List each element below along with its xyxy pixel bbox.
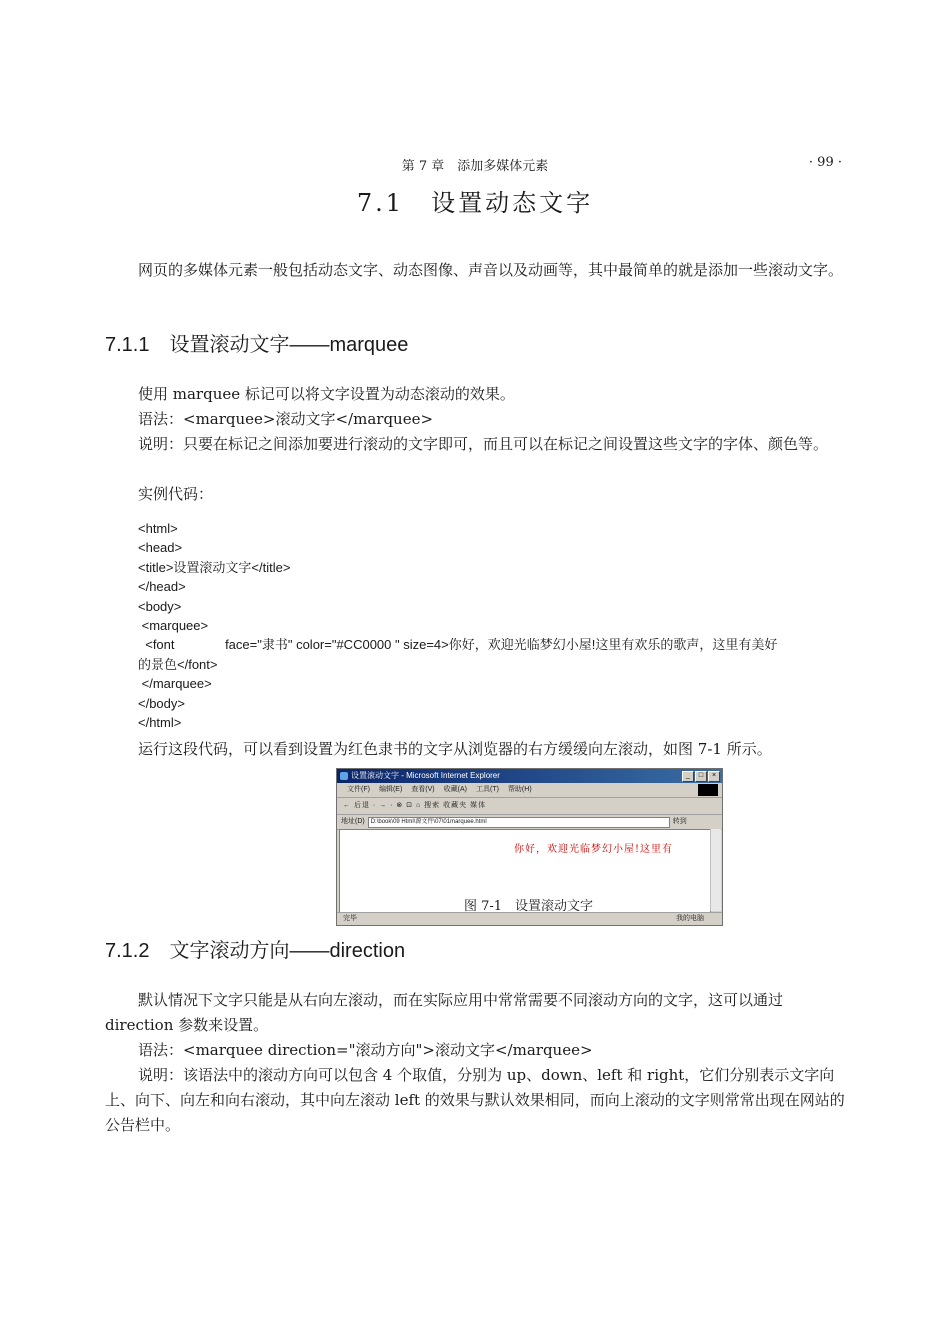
run-description: 运行这段代码，可以看到设置为红色隶书的文字从浏览器的右方缓缓向左滚动，如图 7-1 所示。 [138, 740, 772, 758]
direction-syntax: 语法：<marquee direction="滚动方向">滚动文字</marquee> [138, 1041, 593, 1059]
code-block [138, 519, 848, 732]
code-line: 的景色</font> [138, 656, 218, 672]
menu-help[interactable]: 帮助(H) [507, 786, 532, 793]
code-line: <title>设置滚动文字</title> [138, 559, 291, 575]
code-line: <html> [138, 521, 178, 536]
minimize-icon[interactable]: _ [682, 771, 694, 782]
go-button[interactable]: 转到 [672, 818, 687, 825]
direction-note: 说明：该语法中的滚动方向可以包含 4 个取值，分别为 up、down、left 和 right，它们分别表示文字向上、向下、向左和向右滚动，其中向左滚动 left 的效果与默认效果相同，而向上滚动的文字则常常出现在网站的公告栏中。 [105, 1066, 845, 1134]
window-title: 设置滚动文字 - Microsoft Internet Explorer [351, 771, 500, 780]
marquee-syntax: 语法：<marquee>滚动文字</marquee> [138, 410, 434, 428]
status-left: 完毕 [343, 915, 357, 922]
page-number: · 99 · [808, 155, 842, 170]
marquee-intro: 使用 marquee 标记可以将文字设置为动态滚动的效果。 [138, 385, 515, 403]
maximize-icon[interactable]: □ [695, 771, 707, 782]
windows-logo-icon [698, 784, 718, 796]
subsection-title-marquee: 7.1.1 设置滚动文字——marquee [105, 334, 409, 356]
code-line: <font face="隶书" color="#CC0000 " size=4>你好，欢迎光临梦幻小屋!这里有欢乐的歌声，这里有美好 [138, 637, 778, 653]
figure-caption: 图 7-1 设置滚动文字 [463, 899, 594, 914]
window-titlebar [337, 769, 722, 783]
code-line: <marquee> [138, 618, 209, 634]
menu-file[interactable]: 文件(F) [347, 786, 370, 793]
direction-paragraph: 默认情况下文字只能是从右向左滚动，而在实际应用中常常需要不同滚动方向的文字，这可以通过 direction 参数来设置。 [105, 991, 784, 1034]
code-line: <head> [138, 540, 183, 556]
menu-tools[interactable]: 工具(T) [475, 786, 499, 793]
code-line: </marquee> [138, 676, 212, 692]
address-input[interactable]: D:\book\09 Html\源文件\07\01marquee.html [368, 817, 670, 828]
code-line: </head> [138, 579, 186, 595]
menu-bar [337, 783, 722, 798]
toolbar[interactable]: ← 后退 · → · ⊗ ⊡ ⌂ 搜索 收藏夹 媒体 [337, 798, 722, 815]
status-right: 我的电脑 [676, 915, 704, 922]
menu-favorites[interactable]: 收藏(A) [443, 786, 467, 793]
code-line: </body> [138, 695, 185, 711]
marquee-note: 说明：只要在标记之间添加要进行滚动的文字即可，而且可以在标记之间设置这些文字的字体、颜色等。 [138, 435, 829, 453]
menu-view[interactable]: 查看(V) [411, 786, 435, 793]
address-label: 地址(D) [341, 818, 365, 825]
running-header-chapter: 第 7 章 添加多媒体元素 [401, 159, 549, 174]
menu-edit[interactable]: 编辑(E) [378, 786, 403, 793]
code-line: </html> [138, 715, 182, 731]
address-bar [337, 815, 722, 830]
section-title: 7.1 设置动态文字 [356, 189, 594, 217]
intro-paragraph: 网页的多媒体元素一般包括动态文字、动态图像、声音以及动画等，其中最简单的就是添加一些滚动文字。 [138, 261, 844, 279]
code-line: <body> [138, 598, 182, 614]
code-label: 实例代码： [138, 485, 214, 503]
subsection-title-direction: 7.1.2 文字滚动方向——direction [105, 940, 406, 962]
ie-icon [340, 772, 348, 780]
close-icon[interactable]: × [708, 771, 720, 782]
marquee-text: 你好，欢迎光临梦幻小屋!这里有 [514, 844, 674, 855]
